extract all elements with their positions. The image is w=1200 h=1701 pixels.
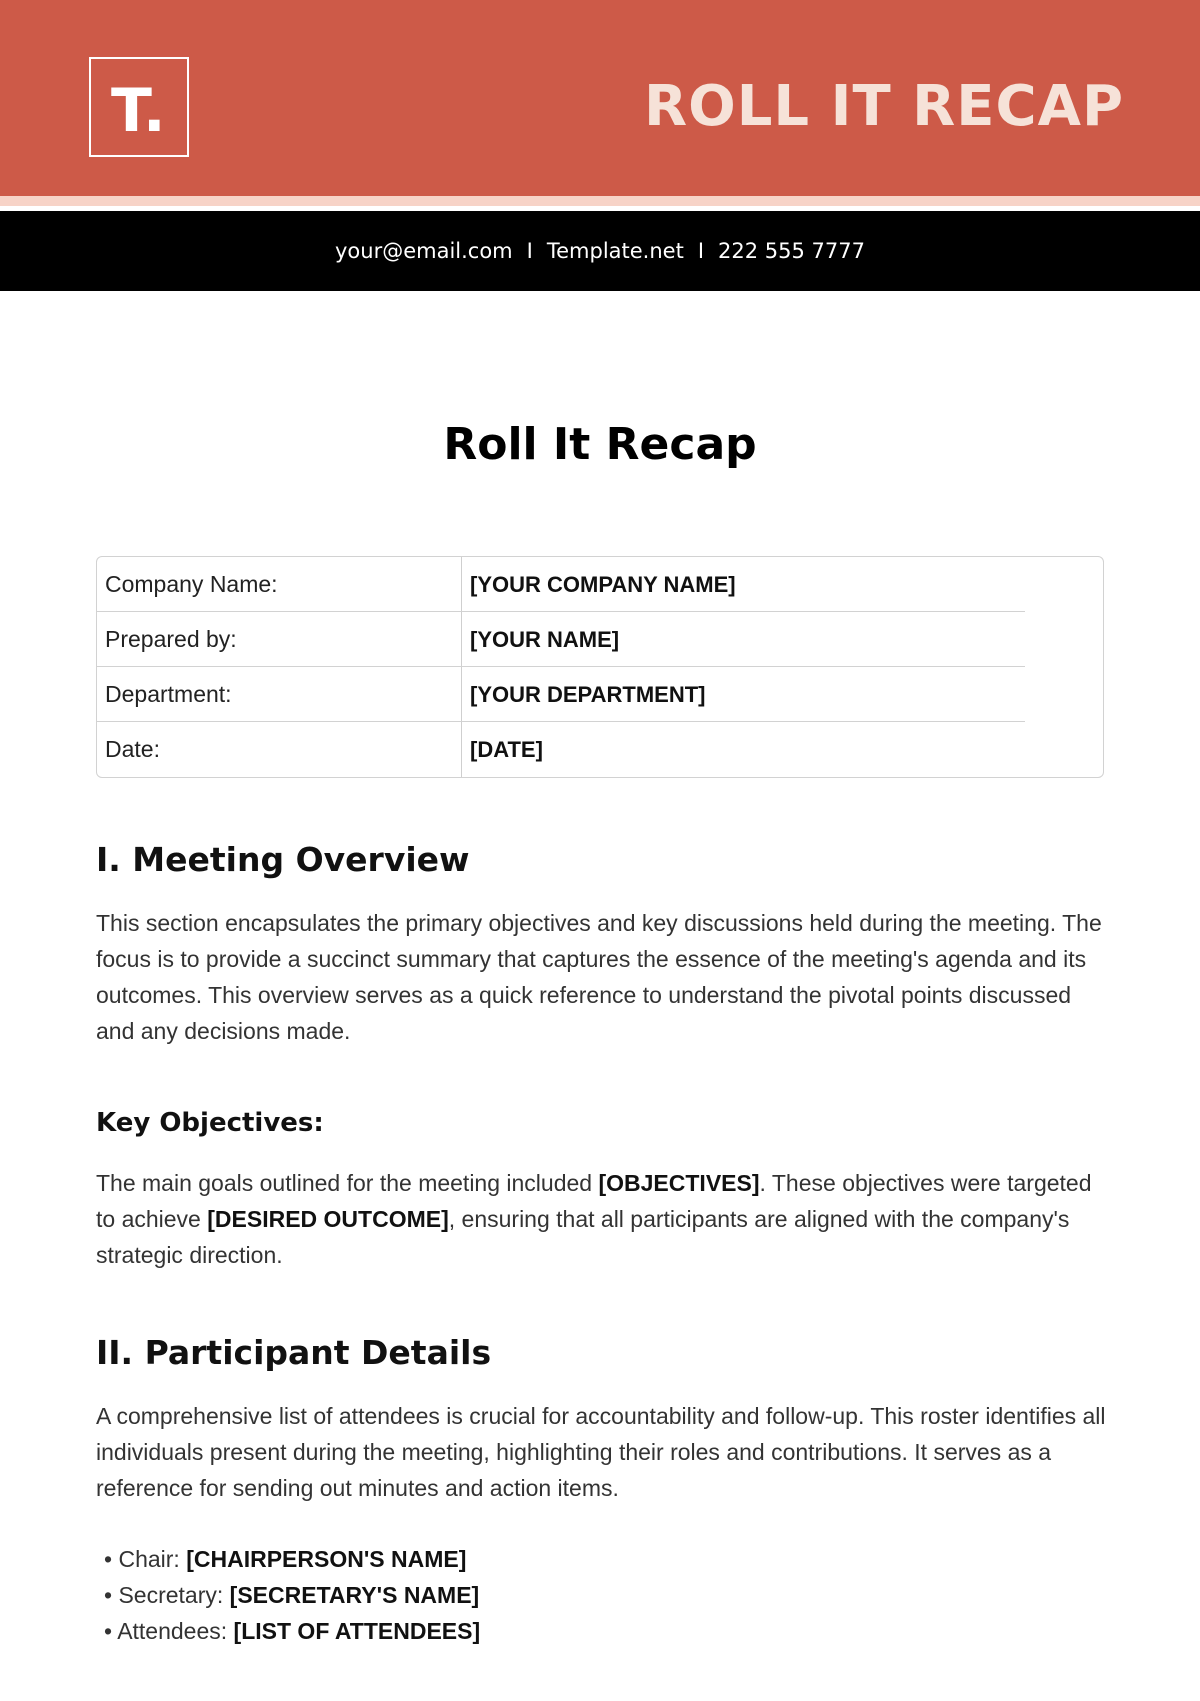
key-objectives-paragraph xyxy=(96,1165,1106,1273)
department-value: [YOUR DEPARTMENT] xyxy=(470,682,706,707)
header-banner xyxy=(0,0,1200,196)
participant-details-paragraph: A comprehensive list of attendees is crucial for accountability and follow-up. This roster identifies all individuals present during the meeting, highlighting their roles and contributions. It serves as a reference for sending out minutes and action items. xyxy=(96,1403,1106,1501)
attendees-label: Attendees: xyxy=(117,1618,234,1644)
objectives-text: The main goals outlined for the meeting included xyxy=(96,1170,599,1196)
date-value: [DATE] xyxy=(470,737,543,762)
company-name-value: [YOUR COMPANY NAME] xyxy=(470,572,736,597)
prepared-by-value: [YOUR NAME] xyxy=(470,627,620,652)
table-row-department xyxy=(97,667,1103,722)
header-title: ROLL IT RECAP xyxy=(644,74,1124,139)
objectives-text: . These objectives were targeted to achieve xyxy=(96,1170,1092,1232)
key-objectives-heading-block xyxy=(96,1105,1106,1141)
contact-website[interactable]: Template.net xyxy=(546,239,684,263)
prepared-by-label: Prepared by: xyxy=(105,626,237,652)
meeting-overview-heading: I. Meeting Overview xyxy=(96,840,470,879)
participant-details-heading-block xyxy=(96,1331,1106,1375)
contact-phone[interactable]: 222 555 7777 xyxy=(718,239,865,263)
list-item: • Attendees: [LIST OF ATTENDEES] xyxy=(104,1618,481,1644)
participant-details-heading: II. Participant Details xyxy=(96,1333,492,1372)
table-row-date xyxy=(97,722,1103,777)
objectives-placeholder: [OBJECTIVES] xyxy=(598,1170,760,1196)
meeting-overview-paragraph-block xyxy=(96,905,1106,1049)
key-objectives-heading: Key Objectives: xyxy=(96,1108,324,1138)
table-row-company xyxy=(97,557,1103,612)
key-objectives-paragraph-block xyxy=(96,1165,1106,1273)
objectives-text: , ensuring that all participants are aligned with the company's strategic direction. xyxy=(96,1206,1070,1268)
department-label: Department: xyxy=(105,681,232,707)
date-label: Date: xyxy=(105,736,160,762)
attendees-value: [LIST OF ATTENDEES] xyxy=(233,1618,481,1644)
list-item: • Chair: [CHAIRPERSON'S NAME] xyxy=(104,1546,467,1572)
participant-list xyxy=(96,1541,1106,1649)
logo xyxy=(89,57,189,157)
contact-separator: I xyxy=(697,239,705,263)
chair-value: [CHAIRPERSON'S NAME] xyxy=(186,1546,467,1572)
meeting-overview-heading-block xyxy=(96,838,1106,882)
desired-outcome-placeholder: [DESIRED OUTCOME] xyxy=(207,1206,449,1232)
logo-text: T. xyxy=(111,76,166,146)
secretary-value: [SECRETARY'S NAME] xyxy=(229,1582,480,1608)
logo-mark-icon xyxy=(91,59,187,155)
info-table xyxy=(96,556,1104,778)
secretary-label: Secretary: xyxy=(118,1582,230,1608)
table-row-prepared-by xyxy=(97,612,1103,667)
header-stripe xyxy=(0,196,1200,206)
contact-bar xyxy=(0,211,1200,291)
meeting-overview-paragraph: This section encapsulates the primary objectives and key discussions held during the meeting. The focus is to provide a succinct summary that captures the essence of the meeting's agenda and its outcomes. This overview serves as a quick reference to understand the pivotal points discussed and any decisions made. xyxy=(96,910,1102,1044)
participant-list-block xyxy=(96,1541,1106,1649)
contact-separator: I xyxy=(526,239,533,263)
chair-label: Chair: xyxy=(118,1546,187,1572)
document-title: Roll It Recap xyxy=(443,419,757,470)
contact-email[interactable]: your@email.com xyxy=(334,239,513,263)
list-item: • Secretary: [SECRETARY'S NAME] xyxy=(104,1582,480,1608)
company-name-label: Company Name: xyxy=(105,571,278,597)
participant-details-paragraph-block xyxy=(96,1398,1106,1506)
